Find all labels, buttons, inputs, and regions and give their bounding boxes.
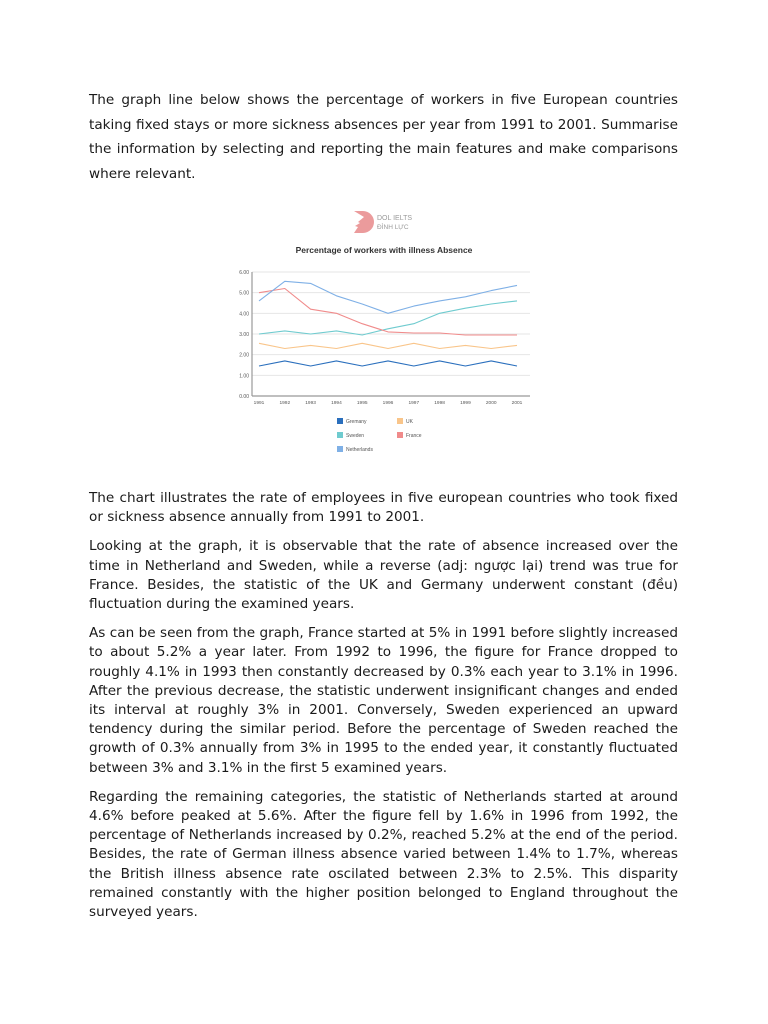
legend-swatch: [397, 432, 403, 438]
x-tick-label: 2000: [485, 401, 497, 406]
essay-body: [89, 489, 678, 932]
x-tick-label: 1999: [460, 401, 471, 406]
legend-label: Gremany: [346, 419, 367, 425]
y-axis-ticks: [239, 270, 249, 400]
essay-paragraph-body-1: As can be seen from the graph, France started at 5% in 1991 before slightly increased to about 5.2% a year later. From 1992 to 1996, the figure for France dropped to roughly 4.1% in 1993 then constantly decreased by 0.3% each year to 3.1% in 1996. After the previous decrease, the statistic underwent insignificant changes and ended its interval at roughly 3% in 2001. Conversely, Sweden experienced an upward tendency during the similar period. Before the percentage of Sweden reached the growth of 0.3% annually from 3% in 1995 to the ended year, it constantly fluctuated between 3% and 3.1% in the first 5 examined years.: [89, 625, 678, 776]
chart-title: Percentage of workers with illness Absence: [295, 245, 473, 255]
essay-paragraph-overview: Looking at the graph, it is observable that the rate of absence increased over the time in Netherland and Sweden, while a reverse (adj: ngược lại) trend was true for France. Besides, the statistic of the UK and Germany underwent constant (đều) fluctuation during the examined years.: [89, 538, 678, 613]
x-tick-label: 2001: [511, 401, 523, 406]
essay-paragraph-body-2: Regarding the remaining categories, the statistic of Netherlands started at around 4.6% before peaked at 5.6%. After the figure fell by 1.6% in 1996 from 1992, the percentage of Netherlands increased by 0.2%, reached 5.2% at the end of the period. Besides, the rate of German illness absence varied between 1.4% to 1.7%, whereas the British illness absence rate oscilated between 2.3% to 2.5%. This disparity remained constantly with the higher position belonged to England throughout the surveyed years.: [89, 788, 678, 921]
series-line-gremany: [259, 361, 517, 366]
y-tick-label: 6.00: [239, 270, 249, 276]
x-tick-label: 1992: [279, 401, 291, 406]
dol-logo: [354, 211, 412, 233]
chart-grid: [252, 272, 530, 396]
line-chart-image: [210, 200, 558, 470]
logo-mark-icon: [354, 211, 374, 233]
legend-label: France: [406, 433, 422, 439]
y-tick-label: 0.00: [239, 394, 249, 400]
legend-label: Sweden: [346, 433, 365, 439]
x-tick-label: 1995: [356, 401, 368, 406]
line-chart: [210, 200, 558, 470]
x-tick-label: 1994: [331, 401, 342, 406]
legend-swatch: [337, 418, 343, 424]
series-line-france: [259, 289, 517, 336]
task-prompt: The graph line below shows the percentage of workers in five European countries taking fixed stays or more sickness absences per year from 1991 to 2001. Summarise the information by selecting and reporting the main features and make comparisons where relevant.: [89, 92, 678, 182]
x-tick-label: 1998: [434, 401, 445, 406]
task-prompt-container: [89, 88, 678, 186]
y-tick-label: 1.00: [239, 373, 249, 380]
y-tick-label: 5.00: [239, 290, 249, 297]
chart-legend: [337, 418, 422, 453]
y-tick-label: 4.00: [239, 311, 249, 318]
essay-paragraph-intro: The chart illustrates the rate of employees in five european countries who took fixed or sickness absence annually from 1991 to 2001.: [89, 490, 678, 526]
series-line-netherlands: [259, 281, 517, 313]
x-tick-label: 1996: [382, 401, 394, 406]
x-tick-label: 1991: [253, 401, 265, 406]
legend-label: Netherlands: [346, 447, 373, 453]
y-tick-label: 2.00: [239, 352, 249, 359]
logo-line2: ĐÌNH LỰC: [377, 224, 409, 231]
logo-line1: DOL IELTS: [377, 215, 413, 222]
y-tick-label: 3.00: [239, 332, 249, 338]
legend-swatch: [337, 432, 343, 438]
legend-swatch: [337, 446, 343, 452]
chart-series-lines: [259, 281, 517, 366]
x-tick-label: 1993: [305, 401, 316, 406]
legend-swatch: [397, 418, 403, 424]
x-tick-label: 1997: [408, 401, 420, 406]
legend-label: UK: [406, 419, 413, 425]
series-line-sweden: [259, 301, 517, 335]
x-axis-ticks: [254, 400, 523, 406]
series-line-uk: [259, 343, 517, 348]
